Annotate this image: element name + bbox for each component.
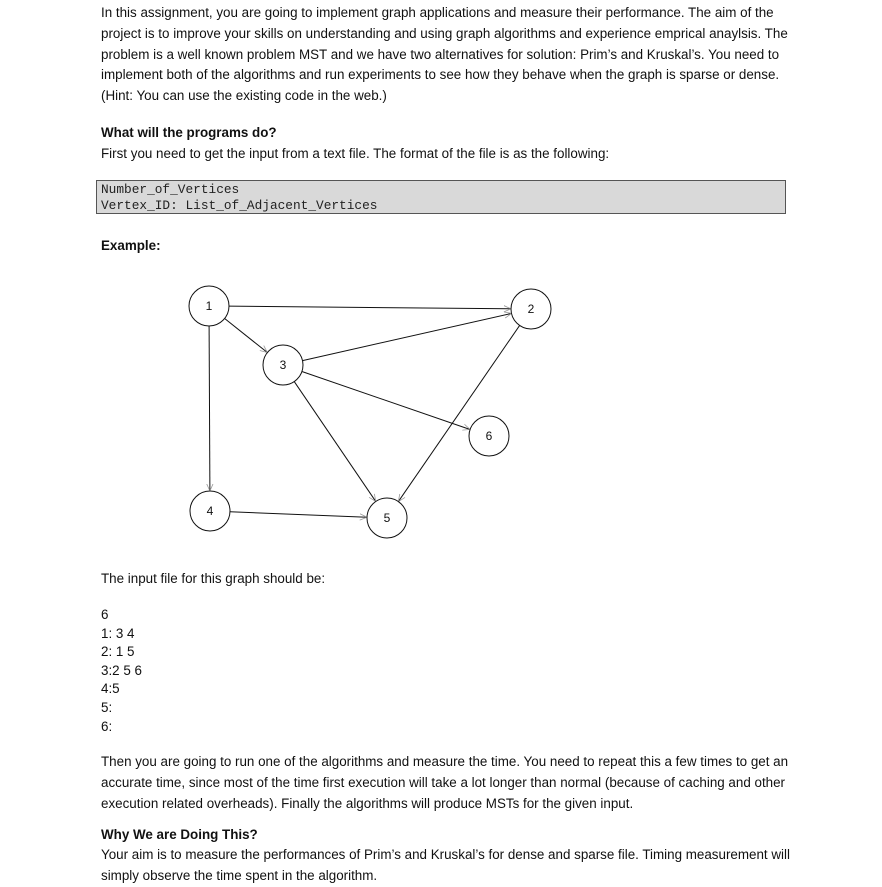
graph-node-2 — [511, 289, 551, 329]
graph-node-6 — [469, 416, 509, 456]
format-line-2: Vertex_ID: List_of_Adjacent_Vertices — [101, 198, 378, 213]
section-heading-why: Why We are Doing This? — [101, 827, 258, 842]
input-line: 5: — [101, 699, 113, 715]
graph-edge-1-2 — [229, 306, 511, 309]
graph-edge-1-3 — [225, 318, 268, 352]
input-line: 3:2 5 6 — [101, 662, 142, 678]
section-text-programs: First you need to get the input from a text file. The format of the file is as the following: — [101, 146, 610, 161]
graph-edge-3-5 — [294, 382, 376, 502]
graph-node-label: 4 — [206, 504, 214, 518]
section-text-why: Your aim is to measure the performances of Prim’s and Kruskal’s for dense and sparse file. Timing measurement will simply observe the time spent in the algorithm. — [101, 847, 790, 883]
graph-node-label: 2 — [527, 302, 535, 316]
example-heading: Example: — [101, 238, 161, 253]
section-heading-programs: What will the programs do? — [101, 125, 277, 140]
intro-paragraph: In this assignment, you are going to implement graph applications and measure their performance. The aim of the project is to improve your skills on understanding and using graph algorithms and experience emprical anaylsis. The problem is a well known problem MST and we have two alternatives for solution: Prim’s and Kruskal’s. You need to implement both of the algorithms and run experiments to see how they behave when the graph is sparse or dense. (Hint: You can use the existing code in the web.) — [101, 5, 788, 104]
graph-edge-2-5 — [398, 325, 519, 501]
graph-edge-1-4 — [209, 326, 210, 491]
input-line: 2: 1 5 — [101, 644, 135, 660]
format-line-1: Number_of_Vertices — [101, 182, 240, 197]
graph-node-3 — [263, 345, 303, 385]
graph-node-label: 5 — [383, 511, 391, 525]
timing-paragraph: Then you are going to run one of the algorithms and measure the time. You need to repeat this a few times to get an accurate time, since most of the time first execution will take a lot longer than normal (because of caching and other execution related overheads). Finally the algorithms will produce MSTs for the given input. — [101, 754, 789, 811]
graph-edge-3-6 — [302, 372, 470, 430]
input-caption: The input file for this graph should be: — [101, 571, 326, 586]
input-line: 6: — [101, 718, 113, 734]
input-line: 1: 3 4 — [101, 625, 135, 641]
graph-edge-4-5 — [230, 512, 367, 517]
input-line: 6 — [101, 607, 109, 622]
graph-node-label: 6 — [485, 429, 493, 443]
graph-node-4 — [190, 491, 230, 531]
graph-node-label: 3 — [279, 358, 287, 372]
graph-node-5 — [367, 498, 407, 538]
graph-node-label: 1 — [205, 299, 213, 313]
graph-node-1 — [189, 286, 229, 326]
input-line: 4:5 — [101, 681, 120, 697]
input-file-listing — [101, 606, 142, 736]
graph-edge-3-2 — [303, 313, 512, 360]
